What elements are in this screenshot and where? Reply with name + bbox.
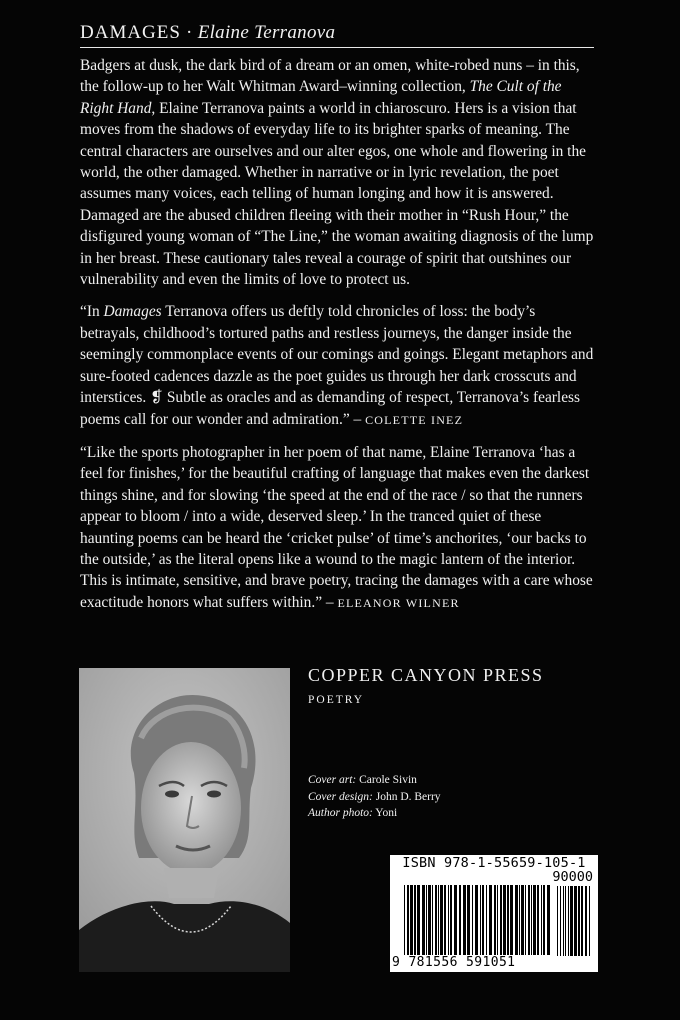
price-barcode-bars	[557, 886, 593, 956]
barcode-bar	[494, 885, 496, 955]
book-category: POETRY	[308, 694, 365, 706]
barcode-bar	[448, 885, 449, 955]
barcode-bar	[414, 885, 416, 955]
credits-block	[308, 772, 441, 822]
barcode-bar	[500, 885, 502, 955]
barcode-bar	[533, 885, 536, 955]
barcode-bar	[543, 885, 545, 955]
barcode-bar	[489, 885, 492, 955]
barcode-bar	[454, 885, 457, 955]
credit-author-photo: Author photo: Yoni	[308, 807, 398, 819]
barcode-bar	[435, 885, 437, 955]
barcode-bar	[581, 886, 583, 956]
credit-cover-art: Cover art: Carole Sivin	[308, 774, 417, 786]
publisher-block	[308, 665, 544, 706]
publisher-name: COPPER CANYON PRESS	[308, 665, 544, 685]
barcode-bar	[432, 885, 433, 955]
barcode-bar	[407, 885, 409, 955]
blurb-attribution: ELEANOR WILNER	[337, 595, 460, 610]
barcode-bar	[507, 885, 509, 955]
barcode-bar	[531, 885, 532, 955]
barcode-bar	[510, 885, 513, 955]
ean-barcode-bars	[404, 885, 554, 955]
barcode-bar	[565, 886, 566, 956]
barcode-bar	[475, 885, 478, 955]
book-title-inline: Damages	[103, 303, 162, 321]
barcode-bar	[463, 885, 466, 955]
barcode-bar	[547, 885, 550, 955]
barcode-bar	[563, 886, 564, 956]
barcode-bar	[585, 886, 587, 956]
barcode-bar	[528, 885, 530, 955]
barcode-bar	[467, 885, 470, 955]
author-portrait-image	[79, 668, 290, 972]
isbn-number: ISBN 978-1-55659-105-1	[402, 855, 586, 871]
barcode-bar	[589, 886, 590, 956]
barcode-bar	[537, 885, 539, 955]
barcode-bar	[578, 886, 580, 956]
barcode-bar	[557, 886, 558, 956]
barcode-bar	[480, 885, 481, 955]
barcode-bar	[570, 886, 573, 956]
title-separator: ·	[180, 22, 198, 43]
barcode-bar	[404, 885, 405, 955]
barcode-bar	[426, 885, 427, 955]
blurb-colette-inez: “In Damages Terranova offers us deftly told chronicles of loss: the body’s betrayals, childhood’s tortured paths and restless journeys, the danger inside the seemingly commonplace events of our comings and goings. Elegant metaphors and sure-footed cadences dazzle as the poet guides us through her dark crosscuts and interstices. ❡ Subtle as oracles and as demanding of respect, Terranova’s fearless poems call for our wonder and admiration.” – COLETTE INEZ	[80, 303, 594, 428]
barcode-bar	[503, 885, 506, 955]
author-photo	[79, 668, 290, 972]
author-name: Elaine Terranova	[197, 22, 336, 43]
barcode-bar	[541, 885, 542, 955]
barcode-bar	[519, 885, 520, 955]
blurb-attribution: COLETTE INEZ	[365, 412, 464, 427]
barcode-bar	[410, 885, 413, 955]
isbn-barcode	[390, 855, 598, 972]
blurb-eleanor-wilner: “Like the sports photographer in her poem of that name, Elaine Terranova ‘has a feel for finishes,’ for the beautiful crafting of language that makes even the darkest things shine, and for slowing ‘the speed at the end of the race / so that the runners appear to bloom / into a wide, deserved sleep.’ In the tranced quiet of these haunting poems can be heard the ‘cricket pulse’ of time’s anchorites, ‘our backs to the outside,’ as the literal opens like a wound to the magic lantern of the interior. This is intimate, sensitive, and brave poetry, tracing the damages with a care whose exactitude honors what suffers within.” – ELEANOR WILNER	[80, 443, 593, 611]
back-cover-text	[80, 55, 595, 625]
book-title: DAMAGES	[80, 22, 181, 43]
barcode-bar	[482, 885, 484, 955]
barcode-bar	[568, 886, 569, 956]
prior-book-title: The Cult of the Right Hand	[80, 78, 562, 117]
book-title-header	[80, 22, 594, 48]
description-paragraph: Badgers at dusk, the dark bird of a dream or an omen, white-robed nuns – in this, the follow-up to her Walt Whitman Award–winning collection, The Cult of the Right Hand, Elaine Terranova paints a world in chiaroscuro. Hers is a vision that moves from the shadows of everyday life to its brighter sparks of meaning. The central characters are ourselves and our alter egos, one whole and flowering in the world, the other damaged. Whether in narrative or in lyric revelation, the poet assumes many voices, each telling of human longing and how it is answered. Damaged are the abused children fleeing with their mother in “Rush Hour,” the disfigured young woman of “The Line,” the woman awaiting diagnosis of the lump in her breast. These cautionary tales reveal a courage of spirit that outshines our vulnerability and even the limits of love to protect us.	[80, 57, 594, 289]
barcode-bar	[497, 885, 498, 955]
barcode-bar	[422, 885, 425, 955]
barcode-bar	[472, 885, 473, 955]
barcode-bar	[440, 885, 443, 955]
barcode-bar	[560, 886, 561, 956]
barcode-bar	[450, 885, 452, 955]
barcode-bar	[459, 885, 461, 955]
credit-cover-design: Cover design: John D. Berry	[308, 790, 441, 803]
barcode-bar	[521, 885, 524, 955]
barcode-bar	[438, 885, 439, 955]
price-code: 90000	[552, 869, 593, 885]
barcode-bar	[525, 885, 526, 955]
barcode-bar	[417, 885, 420, 955]
barcode-bar	[515, 885, 518, 955]
barcode-bar	[574, 886, 577, 956]
barcode-bar	[486, 885, 487, 955]
ean-digits: 9 781556 591051	[392, 955, 516, 970]
barcode-bar	[428, 885, 431, 955]
barcode-bar	[444, 885, 446, 955]
